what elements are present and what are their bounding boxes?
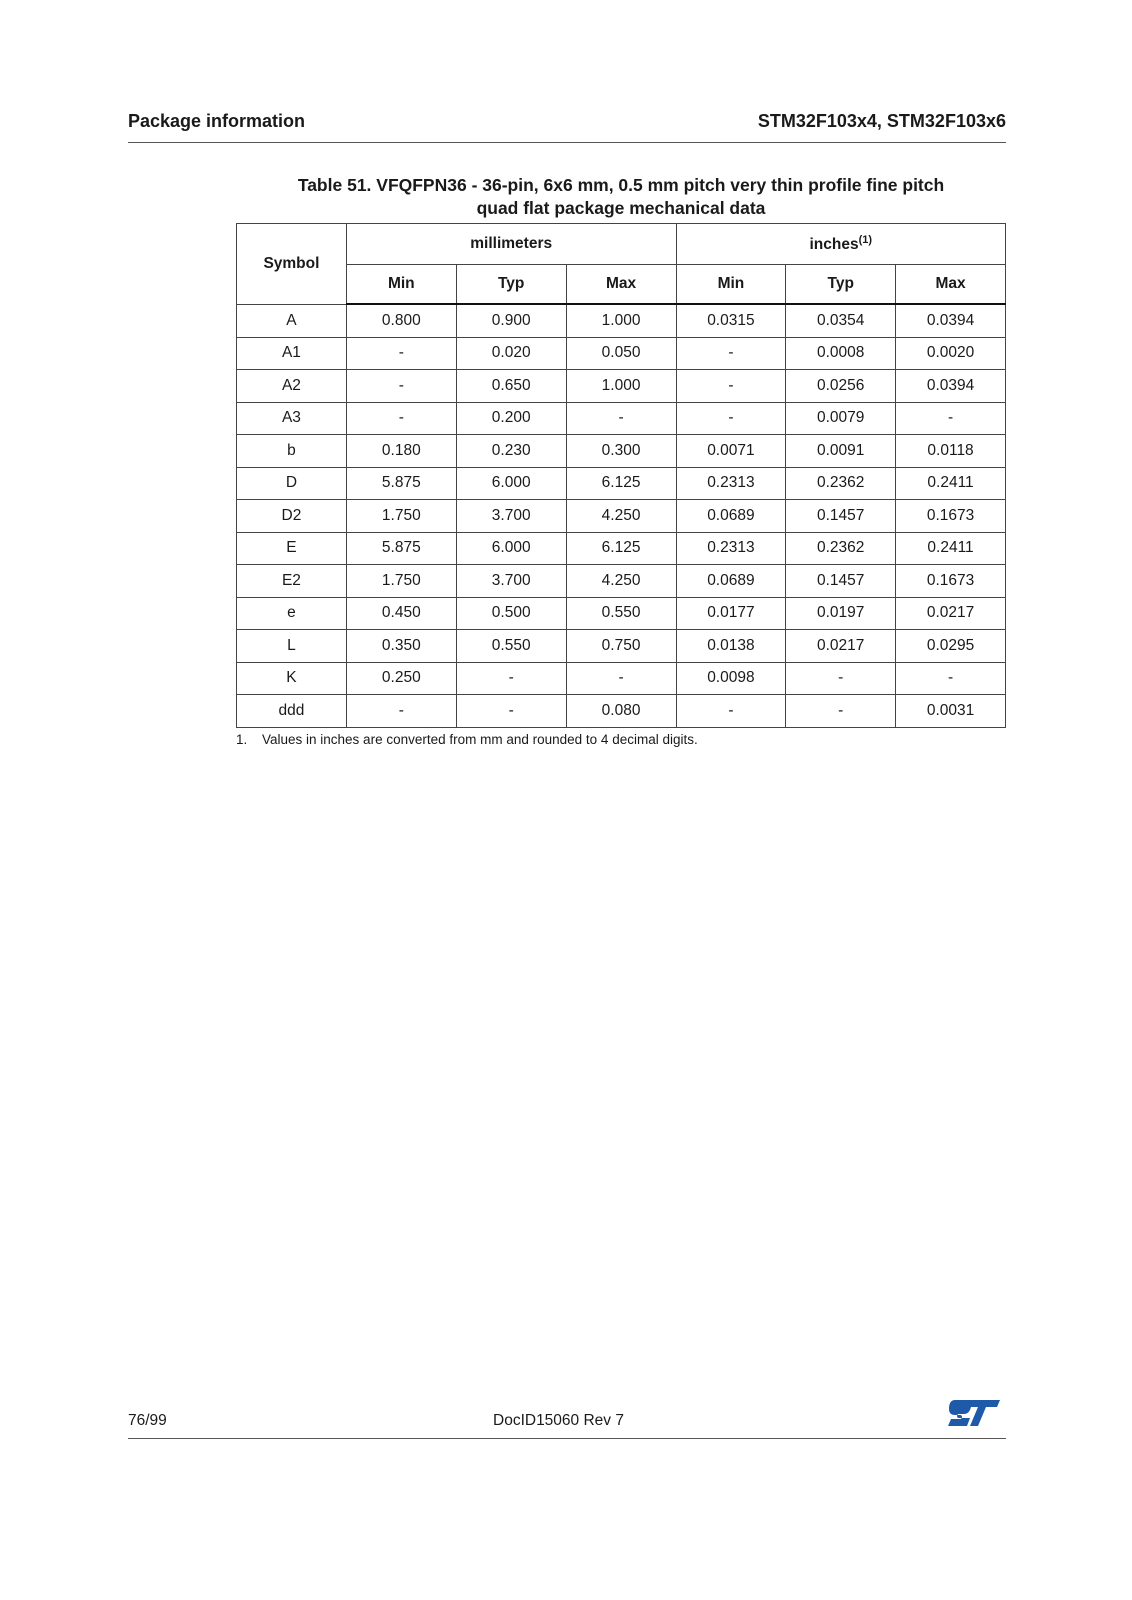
table-row	[237, 304, 1006, 337]
value-cell: 0.1673	[896, 500, 1006, 533]
table-caption-line-1: Table 51. VFQFPN36 - 36-pin, 6x6 mm, 0.5 mm pitch very thin profile fine pitch	[297, 175, 945, 195]
value-cell: -	[566, 402, 676, 435]
table-caption	[236, 174, 1006, 220]
table-row	[237, 565, 1006, 598]
value-cell: 0.2411	[896, 532, 1006, 565]
mechanical-data-table	[236, 223, 1006, 728]
in-max-header: Max	[896, 265, 1006, 305]
value-cell: 0.0217	[786, 630, 896, 663]
value-cell: -	[456, 695, 566, 728]
value-cell: 0.0177	[676, 597, 786, 630]
value-cell: 3.700	[456, 565, 566, 598]
table-row	[237, 467, 1006, 500]
value-cell: -	[896, 662, 1006, 695]
value-cell: 6.000	[456, 467, 566, 500]
table-row	[237, 337, 1006, 370]
in-min-header: Min	[676, 265, 786, 305]
value-cell: 0.650	[456, 370, 566, 403]
value-cell: 0.0020	[896, 337, 1006, 370]
document-title: STM32F103x4, STM32F103x6	[757, 111, 1006, 131]
footnote-text: Values in inches are converted from mm and rounded to 4 decimal digits.	[262, 732, 698, 747]
value-cell: -	[346, 695, 456, 728]
value-cell: 0.0689	[676, 565, 786, 598]
value-cell: -	[346, 402, 456, 435]
value-cell: 0.0256	[786, 370, 896, 403]
value-cell: 0.900	[456, 304, 566, 337]
value-cell: 4.250	[566, 565, 676, 598]
symbol-cell: E	[237, 532, 347, 565]
value-cell: -	[456, 662, 566, 695]
value-cell: -	[896, 402, 1006, 435]
table-body	[237, 304, 1006, 727]
value-cell: 1.750	[346, 500, 456, 533]
symbol-cell: A2	[237, 370, 347, 403]
table-header-row	[237, 224, 1006, 265]
table-row	[237, 402, 1006, 435]
value-cell: 0.0138	[676, 630, 786, 663]
table-caption-line-2: quad flat package mechanical data	[476, 198, 766, 218]
value-cell: -	[676, 402, 786, 435]
value-cell: 0.0031	[896, 695, 1006, 728]
value-cell: 0.350	[346, 630, 456, 663]
value-cell: 0.1673	[896, 565, 1006, 598]
footnote-ref: (1)	[858, 233, 873, 246]
table-subheader-row	[237, 265, 1006, 305]
value-cell: 0.200	[456, 402, 566, 435]
value-cell: 0.1457	[786, 565, 896, 598]
symbol-cell: A	[237, 304, 347, 337]
value-cell: 4.250	[566, 500, 676, 533]
mm-typ-header: Typ	[456, 265, 566, 305]
value-cell: 0.2411	[896, 467, 1006, 500]
value-cell: 0.2362	[786, 532, 896, 565]
value-cell: 0.0197	[786, 597, 896, 630]
value-cell: 0.020	[456, 337, 566, 370]
table-footnote	[236, 732, 698, 747]
symbol-header: Symbol	[237, 224, 347, 305]
symbol-cell: ddd	[237, 695, 347, 728]
value-cell: -	[346, 337, 456, 370]
symbol-cell: D	[237, 467, 347, 500]
value-cell: 6.125	[566, 532, 676, 565]
value-cell: 5.875	[346, 532, 456, 565]
page-number: 76/99	[128, 1412, 167, 1429]
value-cell: 0.0098	[676, 662, 786, 695]
value-cell: 0.800	[346, 304, 456, 337]
value-cell: 0.0091	[786, 435, 896, 468]
value-cell: 0.0118	[896, 435, 1006, 468]
value-cell: 0.300	[566, 435, 676, 468]
value-cell: 1.000	[566, 370, 676, 403]
mm-max-header: Max	[566, 265, 676, 305]
value-cell: -	[676, 337, 786, 370]
value-cell: 5.875	[346, 467, 456, 500]
table-row	[237, 435, 1006, 468]
value-cell: 3.700	[456, 500, 566, 533]
value-cell: 0.0079	[786, 402, 896, 435]
mm-min-header: Min	[346, 265, 456, 305]
value-cell: 0.500	[456, 597, 566, 630]
value-cell: 0.0071	[676, 435, 786, 468]
symbol-cell: b	[237, 435, 347, 468]
document-id: DocID15060 Rev 7	[493, 1412, 624, 1429]
symbol-cell: L	[237, 630, 347, 663]
value-cell: -	[566, 662, 676, 695]
value-cell: 1.000	[566, 304, 676, 337]
value-cell: -	[676, 370, 786, 403]
value-cell: 0.550	[566, 597, 676, 630]
value-cell: 0.180	[346, 435, 456, 468]
section-title: Package information	[128, 111, 306, 131]
value-cell: 0.050	[566, 337, 676, 370]
value-cell: 0.550	[456, 630, 566, 663]
millimeters-header: millimeters	[346, 224, 676, 265]
value-cell: -	[786, 662, 896, 695]
value-cell: 6.000	[456, 532, 566, 565]
value-cell: 0.1457	[786, 500, 896, 533]
value-cell: 0.0394	[896, 370, 1006, 403]
symbol-cell: e	[237, 597, 347, 630]
table-row	[237, 630, 1006, 663]
table-row	[237, 695, 1006, 728]
table-row	[237, 662, 1006, 695]
value-cell: 0.0315	[676, 304, 786, 337]
symbol-cell: A1	[237, 337, 347, 370]
page-header	[128, 108, 1006, 143]
table-row	[237, 532, 1006, 565]
value-cell: -	[786, 695, 896, 728]
table-row	[237, 500, 1006, 533]
symbol-cell: A3	[237, 402, 347, 435]
symbol-cell: K	[237, 662, 347, 695]
inches-header	[676, 224, 1006, 265]
value-cell: 0.2313	[676, 532, 786, 565]
value-cell: 0.0295	[896, 630, 1006, 663]
table-row	[237, 597, 1006, 630]
value-cell: 0.0217	[896, 597, 1006, 630]
value-cell: 0.0354	[786, 304, 896, 337]
value-cell: 0.450	[346, 597, 456, 630]
symbol-cell: E2	[237, 565, 347, 598]
in-typ-header: Typ	[786, 265, 896, 305]
value-cell: 6.125	[566, 467, 676, 500]
footnote-number: 1.	[236, 732, 248, 747]
value-cell: 0.0008	[786, 337, 896, 370]
value-cell: 0.2313	[676, 467, 786, 500]
value-cell: 0.250	[346, 662, 456, 695]
st-logo-icon	[946, 1396, 1002, 1430]
value-cell: 0.080	[566, 695, 676, 728]
table-row	[237, 370, 1006, 403]
value-cell: 0.2362	[786, 467, 896, 500]
value-cell: 0.0689	[676, 500, 786, 533]
value-cell: 0.0394	[896, 304, 1006, 337]
value-cell: 1.750	[346, 565, 456, 598]
value-cell: -	[346, 370, 456, 403]
value-cell: -	[676, 695, 786, 728]
page-footer	[128, 1396, 1006, 1439]
value-cell: 0.750	[566, 630, 676, 663]
inches-header-label: inches	[809, 236, 859, 254]
value-cell: 0.230	[456, 435, 566, 468]
symbol-cell: D2	[237, 500, 347, 533]
